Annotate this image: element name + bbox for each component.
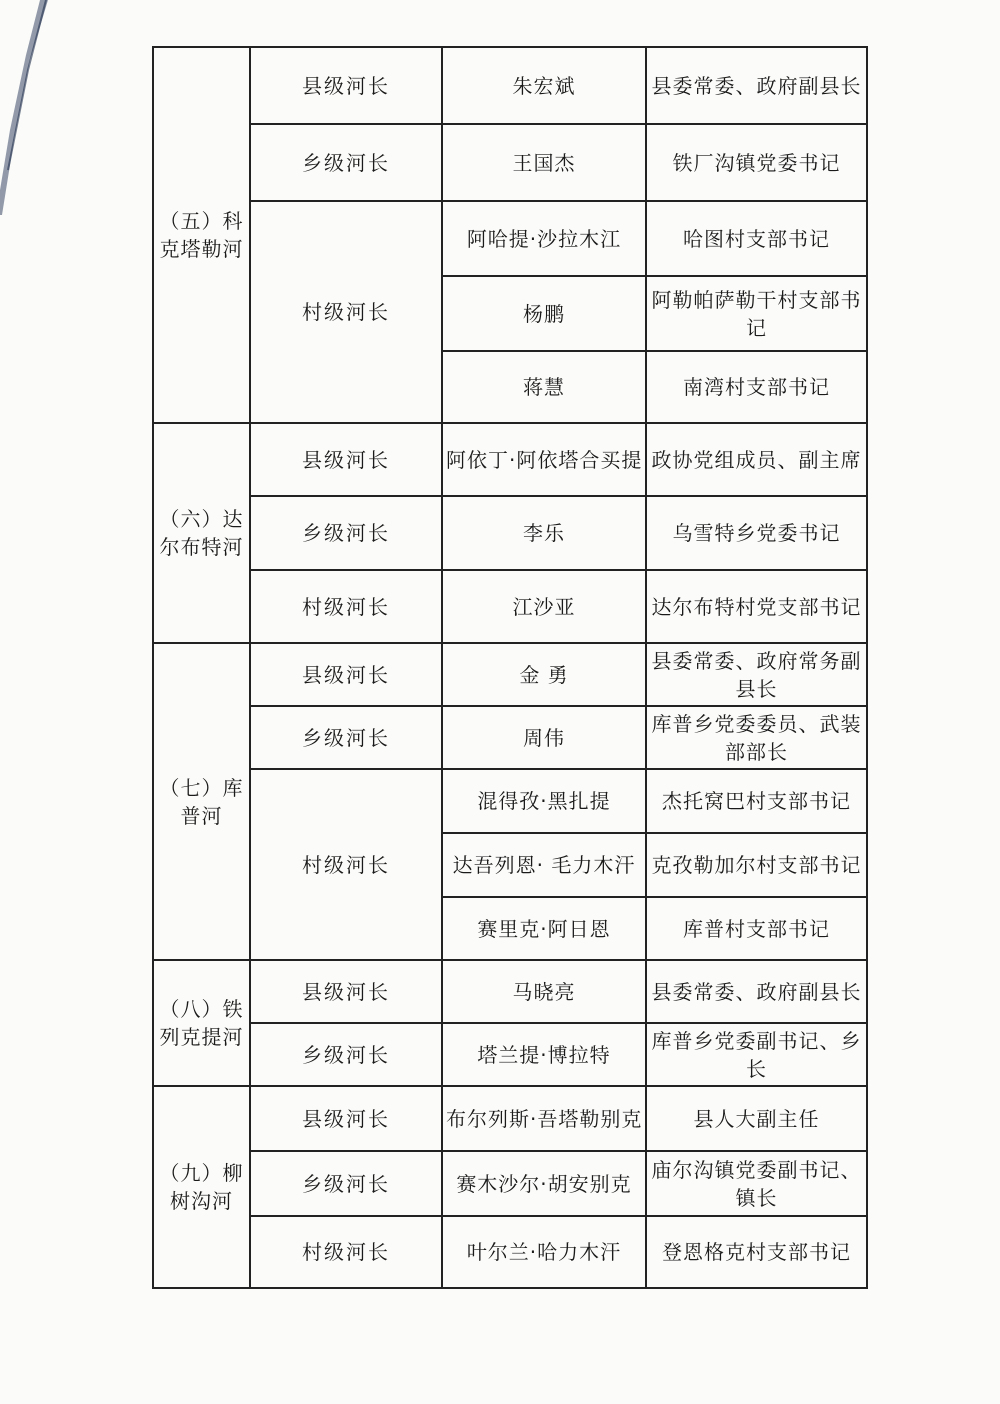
position-cell: 登恩格克村支部书记 xyxy=(646,1216,867,1288)
river-name-cell: （八）铁列克提河 xyxy=(153,960,250,1086)
position-cell: 阿勒帕萨勒干村支部书记 xyxy=(646,276,867,351)
person-name-cell: 阿依丁·阿依塔合买提 xyxy=(442,423,646,496)
position-cell: 乌雪特乡党委书记 xyxy=(646,496,867,570)
person-name-cell: 周伟 xyxy=(442,706,646,769)
table-row xyxy=(153,201,867,276)
level-cell: 县级河长 xyxy=(250,423,442,496)
position-cell: 县人大副主任 xyxy=(646,1086,867,1151)
person-name-cell: 达吾列恩· 毛力木汗 xyxy=(442,833,646,897)
table-row xyxy=(153,1151,867,1216)
person-name-cell: 江沙亚 xyxy=(442,570,646,643)
person-name-cell: 布尔列斯·吾塔勒别克 xyxy=(442,1086,646,1151)
river-name-cell: （七）库普河 xyxy=(153,643,250,960)
table-row xyxy=(153,47,867,124)
position-cell: 库普乡党委副书记、乡长 xyxy=(646,1023,867,1086)
person-name-cell: 蒋慧 xyxy=(442,351,646,423)
person-name-cell: 阿哈提·沙拉木江 xyxy=(442,201,646,276)
table-row xyxy=(153,643,867,706)
person-name-cell: 李乐 xyxy=(442,496,646,570)
person-name-cell: 叶尔兰·哈力木汗 xyxy=(442,1216,646,1288)
person-name-cell: 马晓亮 xyxy=(442,960,646,1023)
position-cell: 达尔布特村党支部书记 xyxy=(646,570,867,643)
level-cell: 乡级河长 xyxy=(250,124,442,201)
level-cell: 村级河长 xyxy=(250,769,442,960)
level-cell: 县级河长 xyxy=(250,1086,442,1151)
level-cell: 乡级河长 xyxy=(250,1151,442,1216)
person-name-cell: 混得孜·黑扎提 xyxy=(442,769,646,833)
table-row xyxy=(153,124,867,201)
table-row xyxy=(153,960,867,1023)
position-cell: 库普乡党委委员、武装部部长 xyxy=(646,706,867,769)
level-cell: 县级河长 xyxy=(250,643,442,706)
position-cell: 克孜勒加尔村支部书记 xyxy=(646,833,867,897)
level-cell: 村级河长 xyxy=(250,570,442,643)
position-cell: 库普村支部书记 xyxy=(646,897,867,960)
person-name-cell: 王国杰 xyxy=(442,124,646,201)
level-cell: 乡级河长 xyxy=(250,496,442,570)
level-cell: 乡级河长 xyxy=(250,706,442,769)
table-row xyxy=(153,1023,867,1086)
level-cell: 村级河长 xyxy=(250,201,442,423)
table-row xyxy=(153,496,867,570)
position-cell: 哈图村支部书记 xyxy=(646,201,867,276)
table-row xyxy=(153,1086,867,1151)
person-name-cell: 赛木沙尔·胡安别克 xyxy=(442,1151,646,1216)
position-cell: 县委常委、政府常务副县长 xyxy=(646,643,867,706)
position-cell: 南湾村支部书记 xyxy=(646,351,867,423)
river-chief-table xyxy=(152,46,868,1289)
table-row xyxy=(153,706,867,769)
position-cell: 政协党组成员、副主席 xyxy=(646,423,867,496)
table-row xyxy=(153,1216,867,1288)
position-cell: 县委常委、政府副县长 xyxy=(646,960,867,1023)
person-name-cell: 赛里克·阿日恩 xyxy=(442,897,646,960)
river-name-cell: （五）科克塔勒河 xyxy=(153,47,250,423)
person-name-cell: 杨鹏 xyxy=(442,276,646,351)
level-cell: 县级河长 xyxy=(250,47,442,124)
position-cell: 庙尔沟镇党委副书记、镇长 xyxy=(646,1151,867,1216)
level-cell: 县级河长 xyxy=(250,960,442,1023)
table-row xyxy=(153,769,867,833)
person-name-cell: 塔兰提·博拉特 xyxy=(442,1023,646,1086)
position-cell: 杰托窝巴村支部书记 xyxy=(646,769,867,833)
level-cell: 村级河长 xyxy=(250,1216,442,1288)
river-name-cell: （六）达尔布特河 xyxy=(153,423,250,643)
level-cell: 乡级河长 xyxy=(250,1023,442,1086)
table-row xyxy=(153,423,867,496)
position-cell: 县委常委、政府副县长 xyxy=(646,47,867,124)
scan-edge-mark xyxy=(0,0,60,230)
position-cell: 铁厂沟镇党委书记 xyxy=(646,124,867,201)
person-name-cell: 金 勇 xyxy=(442,643,646,706)
table-row xyxy=(153,570,867,643)
person-name-cell: 朱宏斌 xyxy=(442,47,646,124)
river-name-cell: （九）柳树沟河 xyxy=(153,1086,250,1288)
